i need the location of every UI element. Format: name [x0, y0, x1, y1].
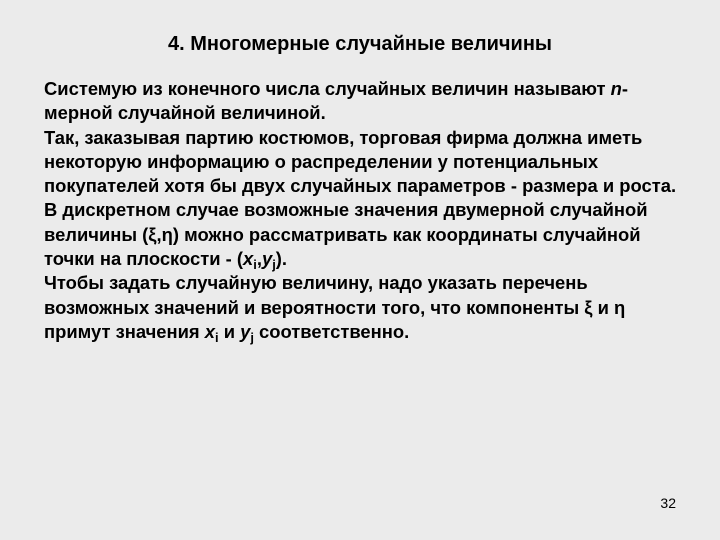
var-x: x: [243, 248, 254, 270]
text: и: [218, 320, 241, 342]
text: В дискретном случае возможные значения двумерной случайной величины (ξ,η) можно рассматривать как координаты случайной точки на плоскости - (: [44, 199, 648, 270]
text: ).: [275, 248, 287, 270]
text: -мерной случайной величиной.: [44, 78, 629, 124]
subscript-i: i: [215, 329, 219, 345]
slide-title: 4. Многомерные случайные величины: [168, 33, 552, 55]
subscript-j: j: [250, 329, 254, 345]
text: Системую из конечного числа случайных величин называют: [44, 78, 611, 99]
paragraph-example: Так, заказывая партию костюмов, торговая фирма должна иметь некоторую информацию о распределении у потенциальных покупателей хотя бы двух случайных параметров - размера и роста.: [44, 126, 677, 197]
comma: ,: [256, 248, 262, 270]
italic-n: n: [610, 78, 622, 99]
text: Чтобы задать случайную величину, надо указать перечень возможных значений и вероятности того, что компоненты ξ и η примут значения: [44, 272, 626, 342]
paragraph-distribution: [44, 271, 684, 344]
subscript-i: i: [253, 256, 257, 272]
var-y: y: [240, 320, 251, 342]
var-y: y: [261, 248, 273, 270]
paragraph-definition: [44, 77, 684, 126]
text: соответственно.: [253, 320, 410, 342]
page-number: 32: [660, 495, 676, 511]
paragraph-discrete-case: [44, 198, 684, 271]
slide-body: [44, 77, 684, 344]
var-x: x: [204, 320, 215, 342]
subscript-j: j: [272, 256, 276, 272]
